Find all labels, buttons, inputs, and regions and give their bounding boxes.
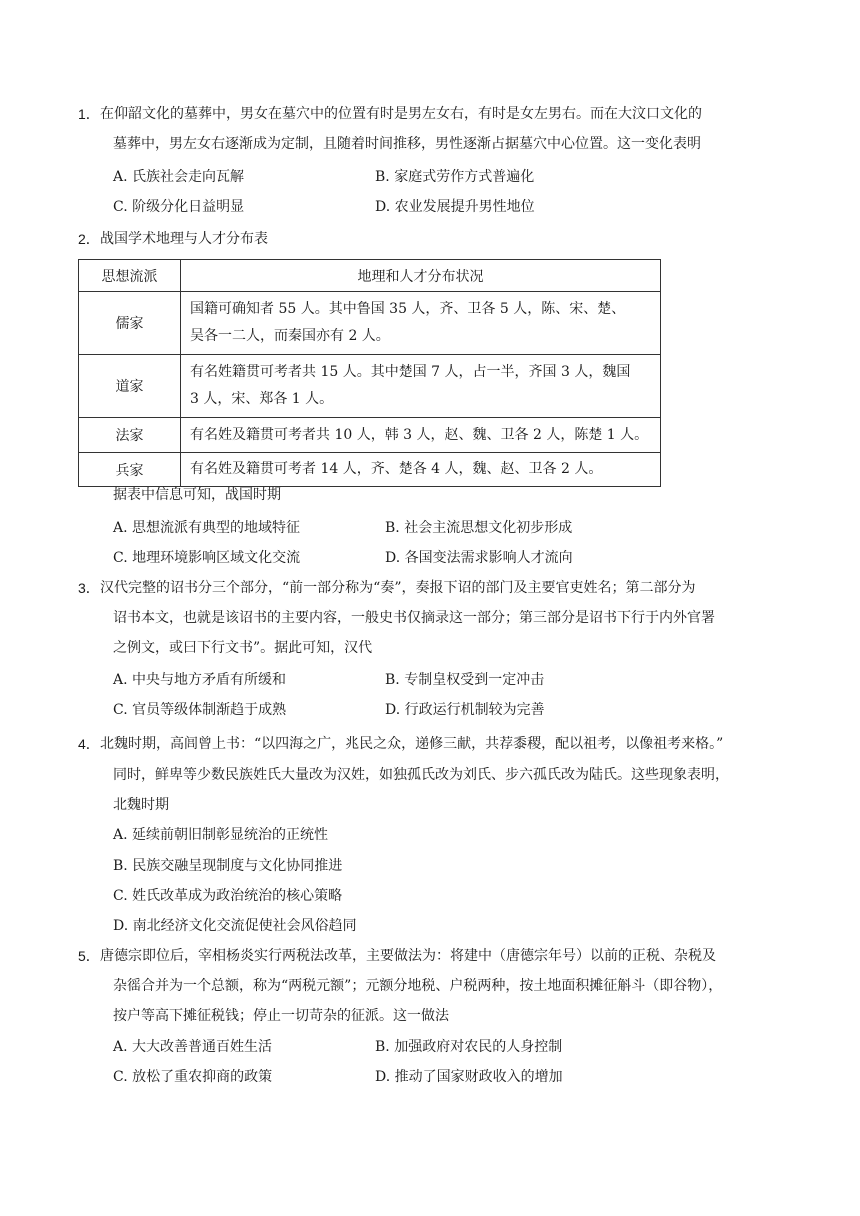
info-line: 吴各一二人，而秦国亦有 2 人。	[190, 328, 390, 344]
table-header-info: 地理和人才分布状况	[181, 260, 661, 292]
question-number: 5．	[78, 948, 100, 964]
table-cell-school: 儒家	[79, 292, 181, 355]
option-c[interactable]: C. 地理环境影响区域文化交流	[113, 550, 301, 566]
option-c[interactable]: C. 阶级分化日益明显	[113, 199, 245, 215]
option-b[interactable]: B. 家庭式劳作方式普遍化	[375, 169, 535, 185]
table-cell-school: 法家	[79, 418, 181, 453]
info-line: 3 人，宋、郑各 1 人。	[190, 391, 334, 407]
option-b[interactable]: B. 民族交融呈现制度与文化协同推进	[113, 858, 343, 874]
option-d[interactable]: D. 南北经济文化交流促使社会风俗趋同	[113, 918, 357, 934]
question-stem-line: 汉代完整的诏书分三个部分，“前一部分称为“奏”，奏报下诏的部门及主要官吏姓名；第二部分为	[100, 580, 696, 596]
question-stem-line: 据表中信息可知，战国时期	[113, 487, 281, 503]
option-b[interactable]: B. 加强政府对农民的人身控制	[375, 1039, 563, 1055]
option-b[interactable]: B. 专制皇权受到一定冲击	[385, 672, 545, 688]
option-a[interactable]: A. 延续前朝旧制彰显统治的正统性	[113, 827, 329, 843]
option-a[interactable]: A. 中央与地方矛盾有所缓和	[113, 672, 287, 688]
option-d[interactable]: D. 农业发展提升男性地位	[375, 199, 535, 215]
question-stem-line: 唐德宗即位后，宰相杨炎实行两税法改革，主要做法为：将建中（唐德宗年号）以前的正税、杂税及	[100, 948, 716, 964]
question-stem-line: 之例文，或曰下行文书”。据此可知，汉代	[113, 640, 373, 656]
question-number: 2．	[78, 231, 100, 247]
option-c[interactable]: C. 官员等级体制渐趋于成熟	[113, 702, 287, 718]
question-stem-line: 按户等高下摊征税钱；停止一切苛杂的征派。这一做法	[113, 1008, 449, 1024]
info-line: 有名姓籍贯可考者共 15 人。其中楚国 7 人，占一半，齐国 3 人，魏国	[190, 364, 631, 380]
table-row	[79, 453, 661, 487]
table-row	[79, 355, 661, 418]
option-a[interactable]: A. 思想流派有典型的地域特征	[113, 520, 301, 536]
option-a[interactable]: A. 大大改善普通百姓生活	[113, 1039, 273, 1055]
distribution-table	[78, 259, 661, 487]
info-line: 有名姓及籍贯可考者 14 人，齐、楚各 4 人，魏、赵、卫各 2 人。	[190, 461, 603, 477]
question-stem-line: 墓葬中，男左女右逐渐成为定制，且随着时间推移，男性逐渐占据墓穴中心位置。这一变化表明	[113, 136, 701, 152]
table-row	[79, 418, 661, 453]
option-b[interactable]: B. 社会主流思想文化初步形成	[385, 520, 573, 536]
table-caption: 战国学术地理与人才分布表	[100, 231, 268, 247]
table-header-school: 思想流派	[79, 260, 181, 292]
option-a[interactable]: A. 氏族社会走向瓦解	[113, 169, 245, 185]
option-d[interactable]: D. 推动了国家财政收入的增加	[375, 1069, 563, 1085]
option-c[interactable]: C. 姓氏改革成为政治统治的核心策略	[113, 888, 343, 904]
table-cell-school: 道家	[79, 355, 181, 418]
option-d[interactable]: D. 行政运行机制较为完善	[385, 702, 545, 718]
info-line: 国籍可确知者 55 人。其中鲁国 35 人，齐、卫各 5 人，陈、宋、楚、	[190, 301, 626, 317]
question-stem-line: 诏书本文，也就是该诏书的主要内容，一般史书仅摘录这一部分；第三部分是诏书下行于内外官署	[113, 610, 715, 626]
table-cell-info	[181, 453, 661, 487]
table-cell-info	[181, 418, 661, 453]
question-number: 4．	[78, 736, 100, 752]
option-c[interactable]: C. 放松了重农抑商的政策	[113, 1069, 273, 1085]
question-stem-line: 在仰韶文化的墓葬中，男女在墓穴中的位置有时是男左女右，有时是女左男右。而在大汶口文化的	[100, 106, 702, 122]
table-header-row	[79, 260, 661, 292]
table-cell-info	[181, 355, 661, 418]
question-number: 3．	[78, 580, 100, 596]
info-line: 有名姓及籍贯可考者共 10 人，韩 3 人，赵、魏、卫各 2 人，陈楚 1 人。	[190, 426, 649, 443]
question-stem-line: 北魏时期	[113, 797, 169, 813]
table-cell-school: 兵家	[79, 453, 181, 487]
option-d[interactable]: D. 各国变法需求影响人才流向	[385, 550, 573, 566]
question-stem-line: 北魏时期，高闾曾上书：“以四海之广，兆民之众，递修三献，共荐黍稷，配以祖考，以像祖考来格。”	[100, 736, 724, 752]
question-stem-line: 杂徭合并为一个总额，称为“两税元额”；元额分地税、户税两种，按土地面积摊征斛斗（即谷物），	[113, 978, 723, 994]
table-row	[79, 292, 661, 355]
question-stem-line: 同时，鲜卑等少数民族姓氏大量改为汉姓，如独孤氏改为刘氏、步六孤氏改为陆氏。这些现象表明，	[113, 767, 729, 783]
question-number: 1．	[78, 106, 100, 122]
table-cell-info	[181, 292, 661, 355]
